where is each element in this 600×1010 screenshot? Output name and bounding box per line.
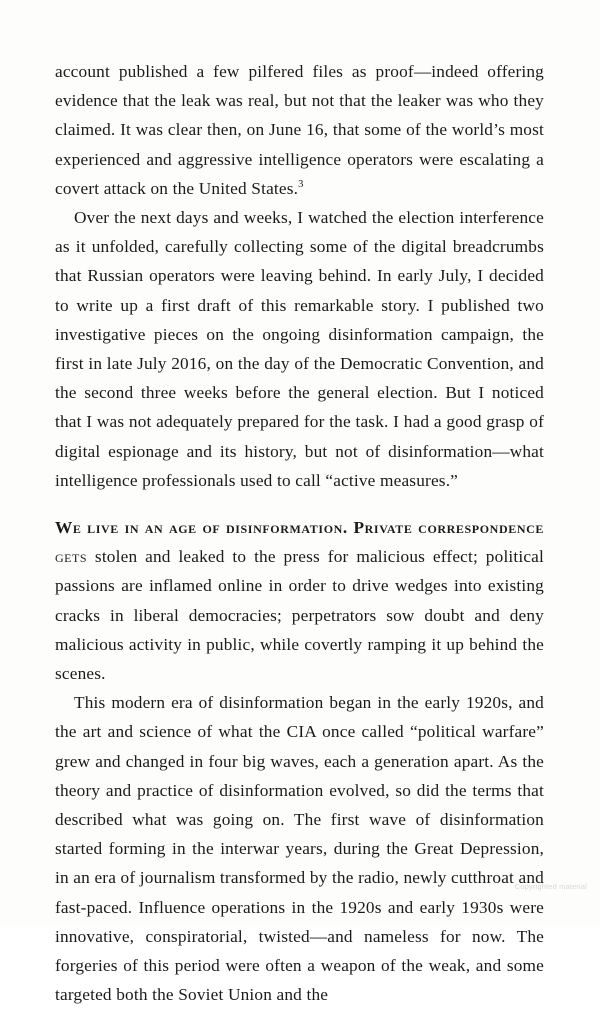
- copyright-watermark: Copyrighted material: [514, 882, 587, 891]
- paragraph-text: account published a few pilfered files as proof—indeed offering evidence that the leak was real, but not that the leaker was who they claimed. It was clear then, on June 16, that some of the world’s most experienced and aggressive intelligence operators were escalating a covert attack on the United States.: [55, 62, 544, 198]
- lead-smallcaps-bold: We live in an age of disinformation. Private correspondence: [55, 518, 544, 538]
- text-column: [55, 57, 544, 1010]
- lead-smallcaps-regular: gets: [55, 547, 88, 567]
- footnote-marker: 3: [298, 179, 304, 191]
- paragraph-section-opener: [55, 513, 544, 688]
- paragraph-text: stolen and leaked to the press for malicious effect; political passions are inflamed online in order to drive wedges into existing cracks in liberal democracies; perpetrators sow doubt and deny malicious activity in public, while covertly ramping it up behind the scenes.: [55, 547, 544, 684]
- paragraph-election-interference: Over the next days and weeks, I watched the election interference as it unfolded, carefully collecting some of the digital breadcrumbs that Russian operators were leaving behind. In early July, I decided to write up a first draft of this remarkable story. I published two investigative pieces on the ongoing disinformation campaign, the first in late July 2016, on the day of the Democratic Convention, and the second three weeks before the general election. But I noticed that I was not adequately prepared for the task. I had a good grasp of digital espionage and its history, but not of disinformation—what intelligence professionals used to call “active measures.”: [55, 208, 544, 490]
- paragraph-modern-era: This modern era of disinformation began in the early 1920s, and the art and science of what the CIA once called “political warfare” grew and changed in four big waves, each a generation apart. As the theory and practice of disinformation evolved, so did the terms that described what was going on. The first wave of disinformation started forming in the interwar years, during the Great Depression, in an era of journalism transformed by the radio, newly cutthroat and fast-paced. Influence operations in the 1920s and early 1930s were innovative, conspiratorial, twisted—and nameless for now. The forgeries of this period were often a weapon of the weak, and some targeted both the Soviet Union and the: [55, 693, 544, 1005]
- paragraph-continued: [55, 57, 544, 203]
